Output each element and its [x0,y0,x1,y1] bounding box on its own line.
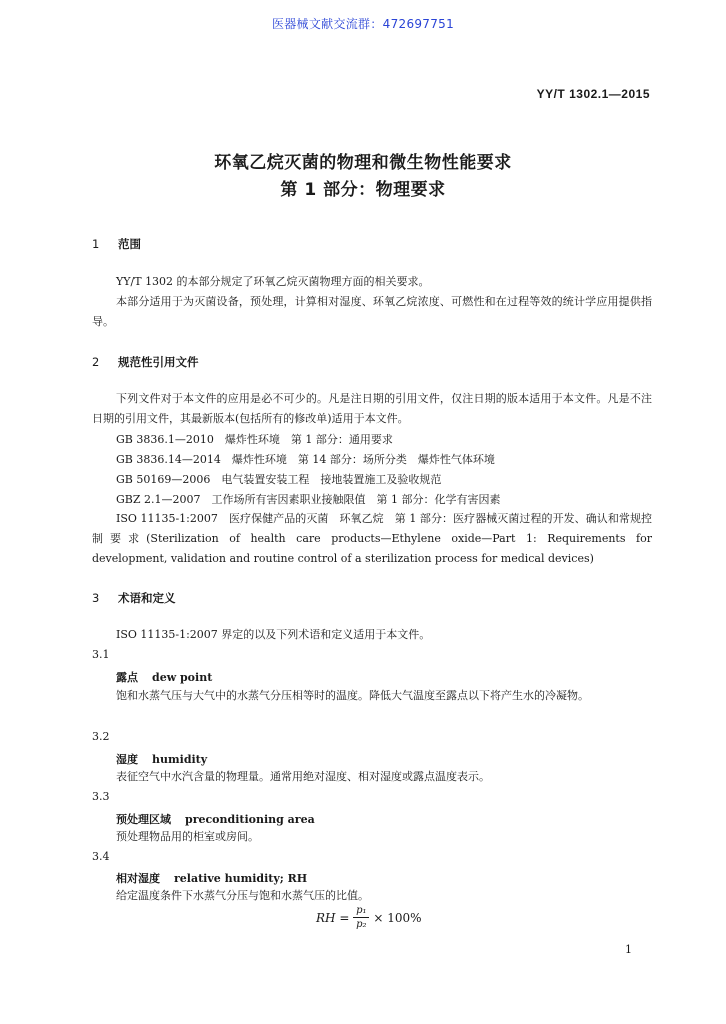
reference-item-iso: ISO 11135-1:2007 医疗保健产品的灭菌 环氧乙烷 第 1 部分：医疗器械灭菌过程的开发、确认和常规控制要求(Sterilization of health care products—Ethylene oxide—Part 1: Requirements for development, validation and routine control of a sterilization process for medical devices) [92,512,652,565]
formula-numerator: p₁ [356,905,367,916]
term-definition: 预处理物品用的柜室或房间。 [116,830,259,843]
reference-item: GB 3836.1—2010 爆炸性环境 第 1 部分：通用要求 [116,433,393,446]
section-title: 范围 [118,237,141,251]
formula-lhs: RH = [316,910,350,925]
section-heading-normative-references [92,354,199,370]
term-zh: 湿度 [116,753,138,766]
clause-number: 3.4 [92,850,110,863]
rh-formula [316,905,422,930]
term-zh: 预处理区域 [116,813,171,826]
section-heading-scope [92,236,141,252]
standard-number: YY/T 1302.1—2015 [536,87,650,101]
formula-fraction [353,905,369,930]
section-title: 规范性引用文件 [118,355,199,369]
reference-item: GBZ 2.1—2007 工作场所有害因素职业接触限值 第 1 部分：化学有害因素 [116,493,501,506]
clause-number: 3.3 [92,790,110,803]
section-number: 1 [92,237,100,251]
references-intro: 下列文件对于本文件的应用是必不可少的。凡是注日期的引用文件，仅注日期的版本适用于本文件。凡是不注日期的引用文件，其最新版本(包括所有的修改单)适用于本文件。 [92,392,652,425]
term-heading [116,870,307,886]
term-heading [116,751,207,767]
term-definition: 表征空气中水汽含量的物理量。通常用绝对湿度、相对湿度或露点温度表示。 [116,770,490,783]
section-heading-terms [92,590,176,606]
term-en: humidity [152,753,208,766]
scope-paragraph-2: 本部分适用于为灭菌设备，预处理，计算相对湿度、环氧乙烷浓度、可燃性和在过程等效的统计学应用提供指导。 [92,295,652,328]
term-definition: 饱和水蒸气压与大气中的水蒸气分压相等时的温度。降低大气温度至露点以下将产生水的冷凝物。 [116,689,589,702]
clause-number: 3.2 [92,730,110,743]
scope-paragraph-1: YY/T 1302 的本部分规定了环氧乙烷灭菌物理方面的相关要求。 [116,275,430,288]
page-number: 1 [625,943,632,956]
term-heading [116,811,315,827]
section-title: 术语和定义 [118,591,176,605]
formula-denominator: p₂ [356,919,367,930]
reference-item: GB 3836.14—2014 爆炸性环境 第 14 部分：场所分类 爆炸性气体环境 [116,453,495,466]
section-number: 2 [92,355,100,369]
terms-intro: ISO 11135-1:2007 界定的以及下列术语和定义适用于本文件。 [116,628,431,641]
term-heading [116,669,212,685]
watermark-banner: 医器械文献交流群：472697751 [271,17,455,31]
fraction-bar [353,917,369,918]
formula-rhs: × 100% [373,910,422,925]
reference-item: GB 50169—2006 电气装置安装工程 接地装置施工及验收规范 [116,473,442,486]
term-zh: 相对湿度 [116,872,160,885]
section-number: 3 [92,591,100,605]
term-en: dew point [152,671,213,684]
term-definition: 给定温度条件下水蒸气分压与饱和水蒸气压的比值。 [116,889,369,902]
term-en: preconditioning area [185,813,315,826]
clause-number: 3.1 [92,648,110,661]
term-en: relative humidity; RH [174,872,308,885]
term-zh: 露点 [116,671,138,684]
document-subtitle: 第 1 部分：物理要求 [280,180,446,200]
document-title: 环氧乙烷灭菌的物理和微生物性能要求 [214,153,512,173]
